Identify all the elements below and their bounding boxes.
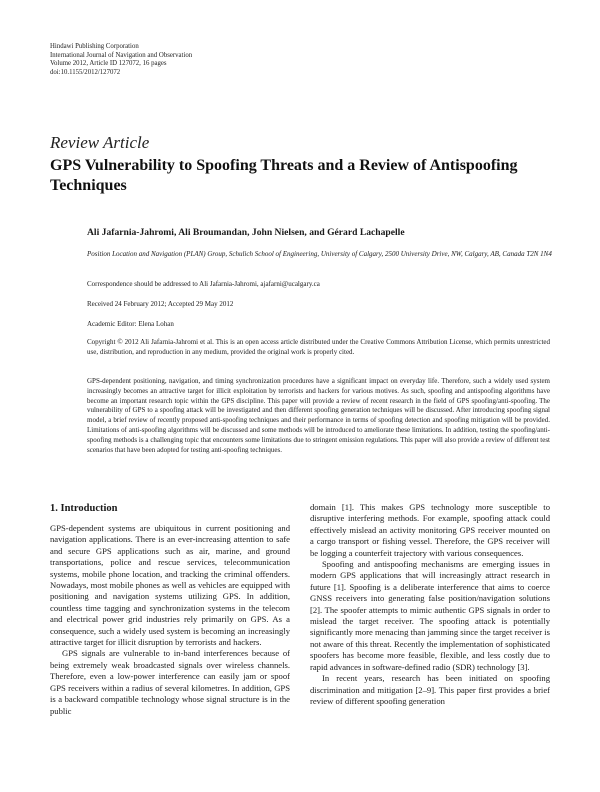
paragraph: In recent years, research has been initiated on spoofing discrimination and mitigation [2–9]. This paper first provides a brief review of different spoofing generation bbox=[310, 673, 550, 706]
paper-title: GPS Vulnerability to Spoofing Threats and a Review of Antispoofing Techniques bbox=[50, 157, 518, 194]
paragraph: Spoofing and antispoofing mechanisms are emerging issues in modern GPS applications that will increasingly attract research in future [1]. Spoofing is a deliberate interference that aims to coerce GNSS receivers into generating false position/navigation solutions [2]. The spoofer attempts to mimic authentic GPS signals in order to mislead the target receiver. The spoofing attack is potentially significantly more menacing than jamming since the target receiver is not aware of this threat. Recently the implementation of sophisticated spoofers has become more feasible, flexible, and less costly due to rapid advances in software-defined radio (SDR) technology [3]. bbox=[310, 559, 550, 672]
article-type: Review Article bbox=[50, 133, 150, 152]
copyright-notice: Copyright © 2012 Ali Jafarnia-Jahromi et al. This is an open access article distributed under the Creative Commons Attribution License, which permits unrestricted use, distribution, and reproduction in any medium, provided the original work is properly cited. bbox=[87, 338, 550, 356]
paragraph: GPS signals are vulnerable to in-band interferences because of being extremely weak broadcasted signals over wireless channels. Therefore, even a low-power interference can easily jam or spoof GPS receivers within a radius of several kilometres. In addition, GPS is a backward compatible technology whose signal structure is in the public bbox=[50, 648, 290, 716]
journal-name: International Journal of Navigation and Observation bbox=[50, 51, 193, 59]
abstract: GPS-dependent positioning, navigation, and timing synchronization procedures have a significant impact on everyday life. Therefore, such a widely used system increasingly becomes an attractive target for illicit exploitation by terrorists and hackers for various motives. As such, spoofing and antispoofing algorithms have become an important research topic within the GPS discipline. This paper will provide a review of recent research in the field of GPS spoofing/anti-spoofing. The vulnerability of GPS to a spoofing attack will be investigated and then different spoofing generation techniques will be discussed. After introducing spoofing signal model, a brief review of recently proposed anti-spoofing techniques and their performance in terms of spoofing detection and spoofing mitigation will be provided. Limitations of anti-spoofing algorithms will be discussed and some methods will be introduced to ameliorate these limitations. In addition, testing the spoofing/anti-spoofing methods is a challenging topic that encounters some limitations due to stringent emission regulations. This paper will also provide a review of different test scenarios that have been adopted for testing anti-spoofing techniques. bbox=[87, 377, 550, 454]
received-dates: Received 24 February 2012; Accepted 29 May 2012 bbox=[87, 300, 234, 308]
paragraph: GPS-dependent systems are ubiquitous in current positioning and navigation applications. There is an ever-increasing attention to safe and secure GPS applications such as air, marine, and ground transportations, police and rescue services, telecommunication systems, mobile phone location, and tracking the criminal offenders. Nowadays, most mobile phones as well as vehicles are equipped with positioning and navigation systems utilizing GPS. In addition, countless time tagging and synchronization systems in the telecom and electrical power grid industries rely primarily on GPS. As a consequence, such a widely used system is becoming an increasingly attractive target for illicit disruption by terrorists and hackers. bbox=[50, 523, 290, 648]
body-column-left bbox=[50, 523, 290, 717]
journal-header bbox=[50, 43, 350, 77]
publisher-name: Hindawi Publishing Corporation bbox=[50, 43, 139, 50]
correspondence-line: Correspondence should be addressed to Ali Jafarnia-Jahromi, ajafarni@ucalgary.ca bbox=[87, 280, 320, 288]
affiliation: Position Location and Navigation (PLAN) Group, Schulich School of Engineering, University of Calgary, 2500 University Drive, NW, Calgary, AB, Canada T2N 1N4 bbox=[87, 250, 552, 258]
doi-link[interactable]: doi:10.1155/2012/127072 bbox=[50, 68, 121, 76]
academic-editor: Academic Editor: Elena Lohan bbox=[87, 320, 174, 328]
author-list: Ali Jafarnia-Jahromi, Ali Broumandan, John Nielsen, and Gérard Lachapelle bbox=[87, 227, 405, 238]
paragraph: domain [1]. This makes GPS technology more susceptible to disruptive interfering methods. For example, spoofing attack could effectively mislead an activity monitoring GPS receiver mounted on a cargo transport or fishing vessel. Therefore, the GPS receiver will be logging a counterfeit trajectory with various consequences. bbox=[310, 502, 550, 558]
body-column-right bbox=[310, 502, 550, 707]
volume-info: Volume 2012, Article ID 127072, 16 pages bbox=[50, 60, 167, 68]
section-heading-introduction: 1. Introduction bbox=[50, 503, 118, 514]
